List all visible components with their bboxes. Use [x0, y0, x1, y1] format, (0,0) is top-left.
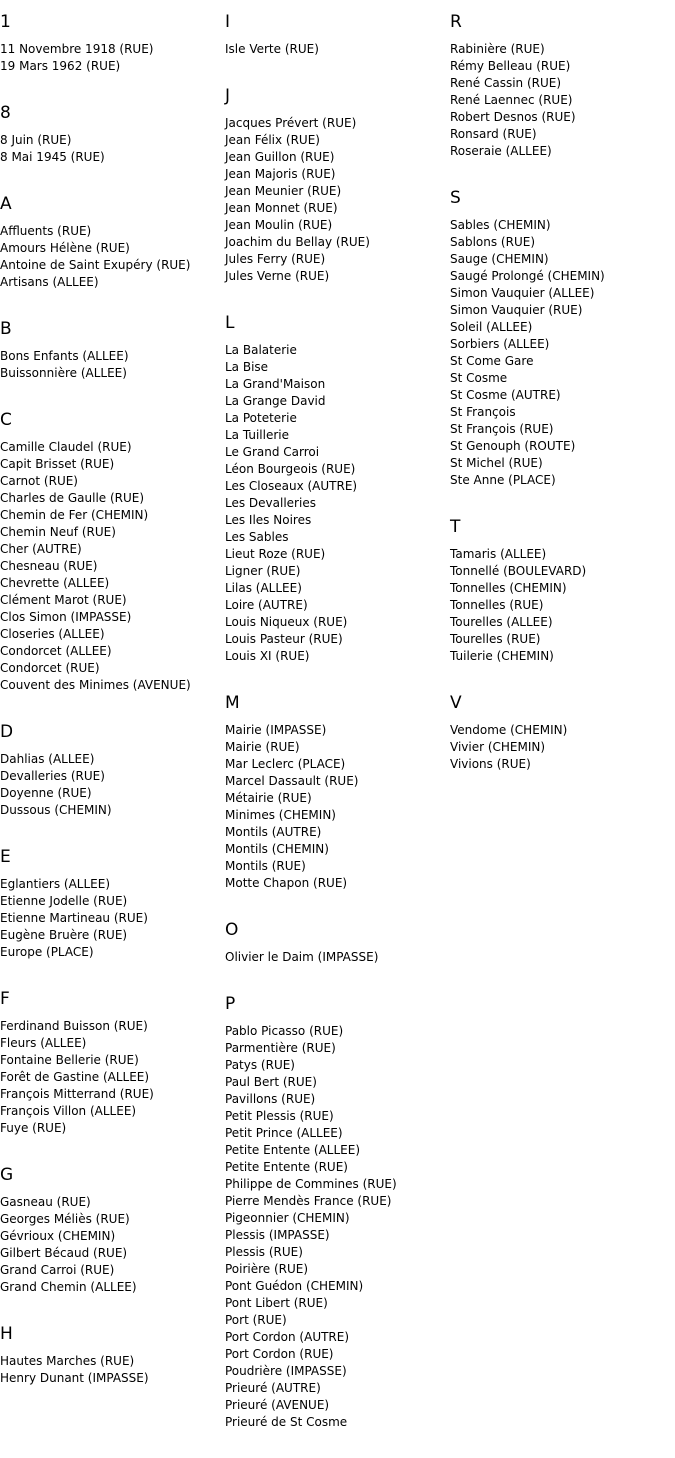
street-link[interactable]: Rémy Belleau (RUE) — [450, 59, 571, 73]
street-link[interactable]: Olivier le Daim (IMPASSE) — [225, 950, 379, 964]
letter-heading: L — [225, 313, 235, 333]
street-link[interactable]: Sauge (CHEMIN) — [450, 252, 549, 266]
street-link[interactable]: Robert Desnos (RUE) — [450, 110, 576, 124]
street-link[interactable]: Tourelles (ALLEE) — [450, 615, 553, 629]
street-link[interactable]: Louis Pasteur (RUE) — [225, 632, 343, 646]
street-link[interactable]: Plessis (RUE) — [225, 1245, 303, 1259]
street-link[interactable]: Ferdinand Buisson (RUE) — [0, 1019, 148, 1033]
street-link[interactable]: Tonnellé (BOULEVARD) — [450, 564, 587, 578]
street-link[interactable]: Closeries (ALLEE) — [0, 627, 105, 641]
street-link[interactable]: Vendome (CHEMIN) — [450, 723, 568, 737]
street-link[interactable]: Tonnelles (RUE) — [450, 598, 544, 612]
street-link[interactable]: Jean Guillon (RUE) — [225, 150, 335, 164]
street-link[interactable]: Grand Carroi (RUE) — [0, 1263, 115, 1277]
letter-group — [225, 11, 445, 58]
street-link[interactable]: Forêt de Gastine (ALLEE) — [0, 1070, 150, 1084]
street-link[interactable]: Tonnelles (CHEMIN) — [450, 581, 567, 595]
letter-heading: H — [0, 1324, 13, 1344]
street-link[interactable]: Jean Moulin (RUE) — [225, 218, 333, 232]
letter-heading: F — [0, 989, 10, 1009]
street-link[interactable]: Louis Niqueux (RUE) — [225, 615, 348, 629]
street-link[interactable]: Jean Majoris (RUE) — [225, 167, 336, 181]
street-link[interactable]: Jean Monnet (RUE) — [225, 201, 338, 215]
street-link[interactable]: Clément Marot (RUE) — [0, 593, 127, 607]
street-link[interactable]: René Laennec (RUE) — [450, 93, 573, 107]
letter-heading: C — [0, 410, 12, 430]
street-link[interactable]: Mairie (IMPASSE) — [225, 723, 327, 737]
street-link[interactable]: Le Grand Carroi — [225, 445, 320, 459]
street-link[interactable]: Eglantiers (ALLEE) — [0, 877, 111, 891]
letter-heading: D — [0, 722, 14, 742]
street-link[interactable]: Mar Leclerc (PLACE) — [225, 757, 346, 771]
street-link[interactable]: Petit Prince (ALLEE) — [225, 1126, 343, 1140]
street-link[interactable]: Bons Enfants (ALLEE) — [0, 349, 129, 363]
street-link[interactable]: Gévrioux (CHEMIN) — [0, 1229, 116, 1243]
street-link[interactable]: Ronsard (RUE) — [450, 127, 537, 141]
street-link[interactable]: Tourelles (RUE) — [450, 632, 541, 646]
letter-group — [225, 919, 445, 966]
letter-group — [450, 187, 670, 489]
street-link[interactable]: Jean Meunier (RUE) — [225, 184, 342, 198]
letter-group — [225, 692, 445, 892]
letter-group — [0, 846, 220, 961]
street-link[interactable]: Marcel Dassault (RUE) — [225, 774, 359, 788]
street-link[interactable]: Pont Libert (RUE) — [225, 1296, 328, 1310]
street-link[interactable]: Fleurs (ALLEE) — [0, 1036, 87, 1050]
street-link[interactable]: René Cassin (RUE) — [450, 76, 562, 90]
letter-group — [0, 102, 220, 166]
street-link[interactable]: Poudrière (IMPASSE) — [225, 1364, 347, 1378]
street-link[interactable]: St Cosme (AUTRE) — [450, 388, 561, 402]
letter-heading: 1 — [0, 12, 11, 32]
letter-heading: T — [450, 517, 461, 537]
street-link[interactable]: St François — [450, 405, 516, 419]
street-link[interactable]: Pablo Picasso (RUE) — [225, 1024, 344, 1038]
street-link[interactable]: Condorcet (RUE) — [0, 661, 100, 675]
street-link[interactable]: Chevrette (ALLEE) — [0, 576, 110, 590]
street-link[interactable]: Camille Claudel (RUE) — [0, 440, 132, 454]
street-link[interactable]: Jules Verne (RUE) — [225, 269, 330, 283]
street-link[interactable]: Pont Guédon (CHEMIN) — [225, 1279, 364, 1293]
street-link[interactable]: Gasneau (RUE) — [0, 1195, 91, 1209]
letter-heading: B — [0, 319, 12, 339]
street-link[interactable]: Poirière (RUE) — [225, 1262, 309, 1276]
street-link[interactable]: Georges Méliès (RUE) — [0, 1212, 130, 1226]
street-link[interactable]: Tamaris (ALLEE) — [450, 547, 547, 561]
letter-group — [0, 11, 220, 75]
street-link[interactable]: Montils (RUE) — [225, 859, 306, 873]
street-index-column — [225, 11, 445, 1458]
street-link[interactable]: Prieuré de St Cosme — [225, 1415, 348, 1429]
street-link[interactable]: La Poteterie — [225, 411, 297, 425]
street-link[interactable]: Pavillons (RUE) — [225, 1092, 316, 1106]
street-link[interactable]: Plessis (IMPASSE) — [225, 1228, 330, 1242]
street-link[interactable]: Hautes Marches (RUE) — [0, 1354, 135, 1368]
street-link[interactable]: Vivier (CHEMIN) — [450, 740, 546, 754]
street-link[interactable]: Carnot (RUE) — [0, 474, 78, 488]
street-link[interactable]: Dahlias (ALLEE) — [0, 752, 95, 766]
street-link[interactable]: Philippe de Commines (RUE) — [225, 1177, 397, 1191]
street-link[interactable]: Artisans (ALLEE) — [0, 275, 99, 289]
street-link[interactable]: Fontaine Bellerie (RUE) — [0, 1053, 139, 1067]
street-link[interactable]: François Villon (ALLEE) — [0, 1104, 137, 1118]
street-link[interactable]: Grand Chemin (ALLEE) — [0, 1280, 137, 1294]
street-link[interactable]: La Grand'Maison — [225, 377, 326, 391]
street-index-column — [0, 11, 220, 1414]
street-link[interactable]: Jean Félix (RUE) — [225, 133, 320, 147]
letter-group — [225, 312, 445, 665]
street-link[interactable]: Etienne Martineau (RUE) — [0, 911, 148, 925]
street-link[interactable]: Cher (AUTRE) — [0, 542, 82, 556]
street-link[interactable]: Roseraie (ALLEE) — [450, 144, 552, 158]
letter-heading: O — [225, 920, 239, 940]
letter-heading: P — [225, 994, 236, 1014]
letter-heading: 8 — [0, 103, 11, 123]
street-link[interactable]: Prieuré (AUTRE) — [225, 1381, 321, 1395]
street-link[interactable]: 19 Mars 1962 (RUE) — [0, 59, 121, 73]
street-link[interactable]: 8 Mai 1945 (RUE) — [0, 150, 105, 164]
street-link[interactable]: Joachim du Bellay (RUE) — [225, 235, 370, 249]
street-link[interactable]: Jules Ferry (RUE) — [225, 252, 326, 266]
street-link[interactable]: Loire (AUTRE) — [225, 598, 308, 612]
street-link[interactable]: Paul Bert (RUE) — [225, 1075, 317, 1089]
street-link[interactable]: 8 Juin (RUE) — [0, 133, 72, 147]
street-link[interactable]: Chemin Neuf (RUE) — [0, 525, 116, 539]
street-link[interactable]: Léon Bourgeois (RUE) — [225, 462, 356, 476]
street-link[interactable]: Chemin de Fer (CHEMIN) — [0, 508, 149, 522]
street-link[interactable]: La Balaterie — [225, 343, 297, 357]
letter-group — [0, 1323, 220, 1387]
street-link[interactable]: Petite Entente (ALLEE) — [225, 1143, 361, 1157]
letter-group — [450, 692, 670, 773]
street-link[interactable]: Buissonnière (ALLEE) — [0, 366, 127, 380]
street-link[interactable]: Parmentière (RUE) — [225, 1041, 336, 1055]
street-link[interactable]: Doyenne (RUE) — [0, 786, 92, 800]
street-link[interactable]: Sorbiers (ALLEE) — [450, 337, 550, 351]
street-link[interactable]: Soleil (ALLEE) — [450, 320, 533, 334]
street-link[interactable]: Jacques Prévert (RUE) — [225, 116, 357, 130]
street-link[interactable]: Sables (CHEMIN) — [450, 218, 551, 232]
street-link[interactable]: Port Cordon (AUTRE) — [225, 1330, 350, 1344]
letter-heading: J — [225, 86, 231, 106]
letter-group — [225, 85, 445, 285]
street-link[interactable]: Port (RUE) — [225, 1313, 287, 1327]
street-link[interactable]: Louis XI (RUE) — [225, 649, 310, 663]
street-link[interactable]: Mairie (RUE) — [225, 740, 300, 754]
street-link[interactable]: Patys (RUE) — [225, 1058, 295, 1072]
street-link[interactable]: Petit Plessis (RUE) — [225, 1109, 334, 1123]
street-link[interactable]: Gilbert Bécaud (RUE) — [0, 1246, 128, 1260]
street-link[interactable]: Vivions (RUE) — [450, 757, 531, 771]
street-link[interactable]: Motte Chapon (RUE) — [225, 876, 348, 890]
street-link[interactable]: Montils (AUTRE) — [225, 825, 322, 839]
street-link[interactable]: Lilas (ALLEE) — [225, 581, 302, 595]
street-link[interactable]: Dussous (CHEMIN) — [0, 803, 112, 817]
street-link[interactable]: La Tuillerie — [225, 428, 290, 442]
letter-heading: I — [225, 12, 231, 32]
street-link[interactable]: Isle Verte (RUE) — [225, 42, 319, 56]
street-link[interactable]: St Come Gare — [450, 354, 534, 368]
letter-group — [450, 11, 670, 160]
letter-heading: A — [0, 194, 12, 214]
street-link[interactable]: Clos Simon (IMPASSE) — [0, 610, 132, 624]
letter-group — [0, 988, 220, 1137]
street-link[interactable]: Petite Entente (RUE) — [225, 1160, 348, 1174]
letter-group — [225, 993, 445, 1431]
street-link[interactable]: St Cosme — [450, 371, 508, 385]
letter-group — [0, 1164, 220, 1296]
street-link[interactable]: 11 Novembre 1918 (RUE) — [0, 42, 154, 56]
street-link[interactable]: Condorcet (ALLEE) — [0, 644, 112, 658]
street-link[interactable]: Prieuré (AVENUE) — [225, 1398, 330, 1412]
street-link[interactable]: François Mitterrand (RUE) — [0, 1087, 154, 1101]
street-link[interactable]: Rabinière (RUE) — [450, 42, 545, 56]
letter-group — [0, 193, 220, 291]
street-link[interactable]: Minimes (CHEMIN) — [225, 808, 336, 822]
letter-heading: M — [225, 693, 240, 713]
street-link[interactable]: Capit Brisset (RUE) — [0, 457, 115, 471]
letter-heading: G — [0, 1165, 14, 1185]
street-link[interactable]: Devalleries (RUE) — [0, 769, 105, 783]
street-link[interactable]: Tuilerie (CHEMIN) — [450, 649, 554, 663]
street-link[interactable]: La Grange David — [225, 394, 326, 408]
letter-heading: R — [450, 12, 462, 32]
street-link[interactable]: Les Iles Noires — [225, 513, 312, 527]
letter-group — [450, 516, 670, 665]
street-link[interactable]: St Michel (RUE) — [450, 456, 543, 470]
street-link[interactable]: Les Sables — [225, 530, 289, 544]
street-link[interactable]: Saugé Prolongé (CHEMIN) — [450, 269, 605, 283]
street-link[interactable]: Sablons (RUE) — [450, 235, 536, 249]
letter-heading: S — [450, 188, 461, 208]
letter-heading: V — [450, 693, 462, 713]
street-link[interactable]: Ste Anne (PLACE) — [450, 473, 556, 487]
street-link[interactable]: Métairie (RUE) — [225, 791, 312, 805]
street-link[interactable]: Montils (CHEMIN) — [225, 842, 329, 856]
street-link[interactable]: Henry Dunant (IMPASSE) — [0, 1371, 149, 1385]
street-link[interactable]: Pierre Mendès France (RUE) — [225, 1194, 392, 1208]
street-link[interactable]: Amours Hélène (RUE) — [0, 241, 130, 255]
street-link[interactable]: Europe (PLACE) — [0, 945, 94, 959]
street-link[interactable]: Fuye (RUE) — [0, 1121, 67, 1135]
street-link[interactable]: Eugène Bruère (RUE) — [0, 928, 128, 942]
letter-group — [0, 721, 220, 819]
street-link[interactable]: Lieut Roze (RUE) — [225, 547, 326, 561]
street-link[interactable]: Simon Vauquier (ALLEE) — [450, 286, 595, 300]
street-link[interactable]: Port Cordon (RUE) — [225, 1347, 334, 1361]
street-link[interactable]: Affluents (RUE) — [0, 224, 92, 238]
street-link[interactable]: St Genouph (ROUTE) — [450, 439, 576, 453]
street-link[interactable]: Etienne Jodelle (RUE) — [0, 894, 128, 908]
street-link[interactable]: Simon Vauquier (RUE) — [450, 303, 583, 317]
street-link[interactable]: Chesneau (RUE) — [0, 559, 98, 573]
street-link[interactable]: Pigeonnier (CHEMIN) — [225, 1211, 350, 1225]
street-link[interactable]: Ligner (RUE) — [225, 564, 301, 578]
street-link[interactable]: Couvent des Minimes (AVENUE) — [0, 678, 191, 692]
letter-group — [0, 318, 220, 382]
street-index-column — [450, 11, 670, 800]
street-link[interactable]: La Bise — [225, 360, 269, 374]
letter-group — [0, 409, 220, 694]
street-link[interactable]: Les Closeaux (AUTRE) — [225, 479, 358, 493]
letter-heading: E — [0, 847, 11, 867]
street-link[interactable]: Les Devalleries — [225, 496, 316, 510]
street-link[interactable]: Antoine de Saint Exupéry (RUE) — [0, 258, 191, 272]
street-link[interactable]: Charles de Gaulle (RUE) — [0, 491, 145, 505]
street-link[interactable]: St François (RUE) — [450, 422, 554, 436]
